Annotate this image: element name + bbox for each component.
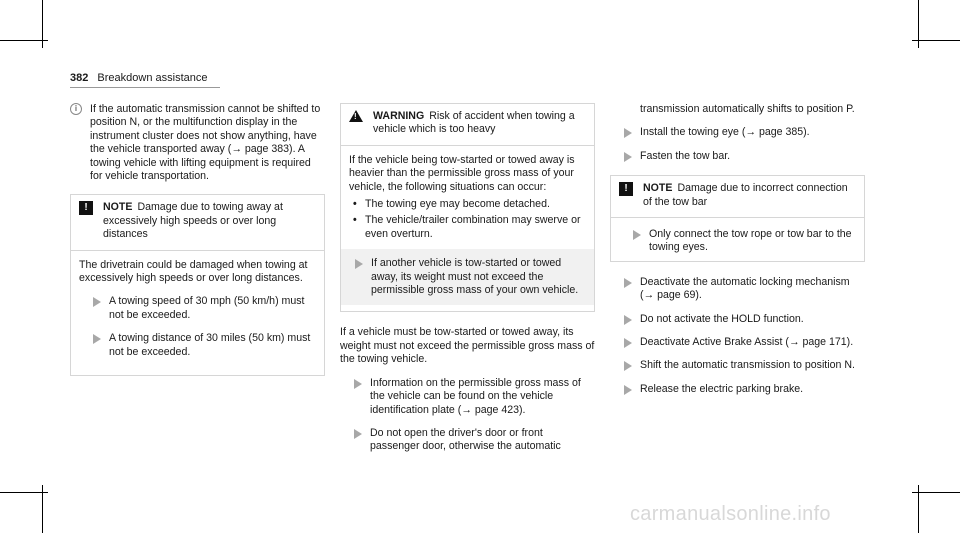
warning-heading: Risk of accident when towing a vehicle which is too heavy xyxy=(373,110,575,136)
note-box xyxy=(70,194,325,376)
exclamation-icon: ! xyxy=(79,201,93,215)
note-body xyxy=(71,251,324,375)
step-arrow-icon xyxy=(624,385,632,395)
step-arrow-icon xyxy=(624,278,632,288)
note-header xyxy=(71,195,324,250)
note-text: The drivetrain could be damaged when towing at excessively high speeds or over long distances. xyxy=(79,258,308,285)
step-arrow-icon xyxy=(354,379,362,389)
note-heading: Damage due to towing away at excessively high speeds or over long distances xyxy=(103,201,283,241)
list-item: Information on the permissible gross mass of the vehicle can be found on the vehicle identification plate (→ page 423). xyxy=(340,377,595,417)
column-3 xyxy=(610,103,865,396)
info-note xyxy=(70,103,325,183)
step-arrow-icon xyxy=(624,152,632,162)
step-arrow-icon xyxy=(355,259,363,269)
page-header xyxy=(70,72,207,85)
warning-step: If another vehicle is tow-started or towed away, its weight must not exceed the permissible gross mass of your own vehicle. xyxy=(341,249,594,305)
step-arrow-icon xyxy=(624,315,632,325)
warning-header xyxy=(341,104,594,146)
warning-text: If the vehicle being tow-started or towed away is heavier than the permissible gross mass of your vehicle, the following situations can occur: xyxy=(349,153,575,193)
step-arrow-icon xyxy=(93,297,101,307)
info-text: If the automatic transmission cannot be shifted to position N, or the multifunction display in the instrument cluster does not show anything, have the vehicle transported away (→ page 383). A towing vehicle with lifting equipment is required for vehicle transportation. xyxy=(90,103,321,183)
list-item: Only connect the tow rope or tow bar to the towing eyes. xyxy=(619,228,856,255)
warning-list xyxy=(349,198,586,241)
step-arrow-icon xyxy=(624,361,632,371)
column-1 xyxy=(70,103,325,376)
note-title: NOTE xyxy=(103,201,133,214)
warning-title: WARNING xyxy=(373,110,425,122)
note-heading: Damage due to incorrect connection of the tow bar xyxy=(643,182,848,208)
list-item: Install the towing eye (→ page 385). xyxy=(610,126,865,139)
list-item: Do not open the driver's door or front passenger door, otherwise the automatic xyxy=(340,427,595,454)
warning-box xyxy=(340,103,595,312)
info-icon: i xyxy=(70,103,82,115)
list-item: Release the electric parking brake. xyxy=(610,383,865,396)
crop-mark xyxy=(0,492,48,493)
list-item: • The vehicle/trailer combination may swerve or even overturn. xyxy=(349,214,586,241)
step-arrow-icon xyxy=(624,338,632,348)
note-header xyxy=(611,176,864,218)
paragraph: If a vehicle must be tow-started or towed away, its weight must not exceed the permissible gross mass of the towing vehicle. xyxy=(340,326,595,366)
section-title: Breakdown assistance xyxy=(97,72,208,84)
list-item: Fasten the tow bar. xyxy=(610,150,865,163)
list-item: A towing distance of 30 miles (50 km) must not be exceeded. xyxy=(79,332,316,359)
page-number: 382 xyxy=(70,72,89,84)
list-item: • The towing eye may become detached. xyxy=(349,198,586,211)
list-item: Deactivate Active Brake Assist (→ page 171). xyxy=(610,336,865,349)
list-item: A towing speed of 30 mph (50 km/h) must not be exceeded. xyxy=(79,295,316,322)
note-box xyxy=(610,175,865,262)
warning-body xyxy=(341,146,594,312)
continued-text: transmission automatically shifts to position P. xyxy=(640,103,855,115)
step-arrow-icon xyxy=(354,429,362,439)
column-2 xyxy=(340,103,595,454)
watermark: carmanualsonline.info xyxy=(630,503,831,525)
warning-triangle-icon: ! xyxy=(349,110,363,122)
crop-mark xyxy=(912,492,960,493)
crop-mark xyxy=(0,40,48,41)
step-arrow-icon xyxy=(633,230,641,240)
note-title: NOTE xyxy=(643,182,673,195)
exclamation-icon: ! xyxy=(619,182,633,196)
header-rule xyxy=(70,87,220,88)
list-item: Do not activate the HOLD function. xyxy=(610,313,865,326)
list-item: Shift the automatic transmission to position N. xyxy=(610,359,865,372)
step-arrow-icon xyxy=(624,128,632,138)
step-arrow-icon xyxy=(93,334,101,344)
crop-mark xyxy=(912,40,960,41)
list-item: Deactivate the automatic locking mechanism (→ page 69). xyxy=(610,276,865,303)
note-body xyxy=(611,218,864,261)
